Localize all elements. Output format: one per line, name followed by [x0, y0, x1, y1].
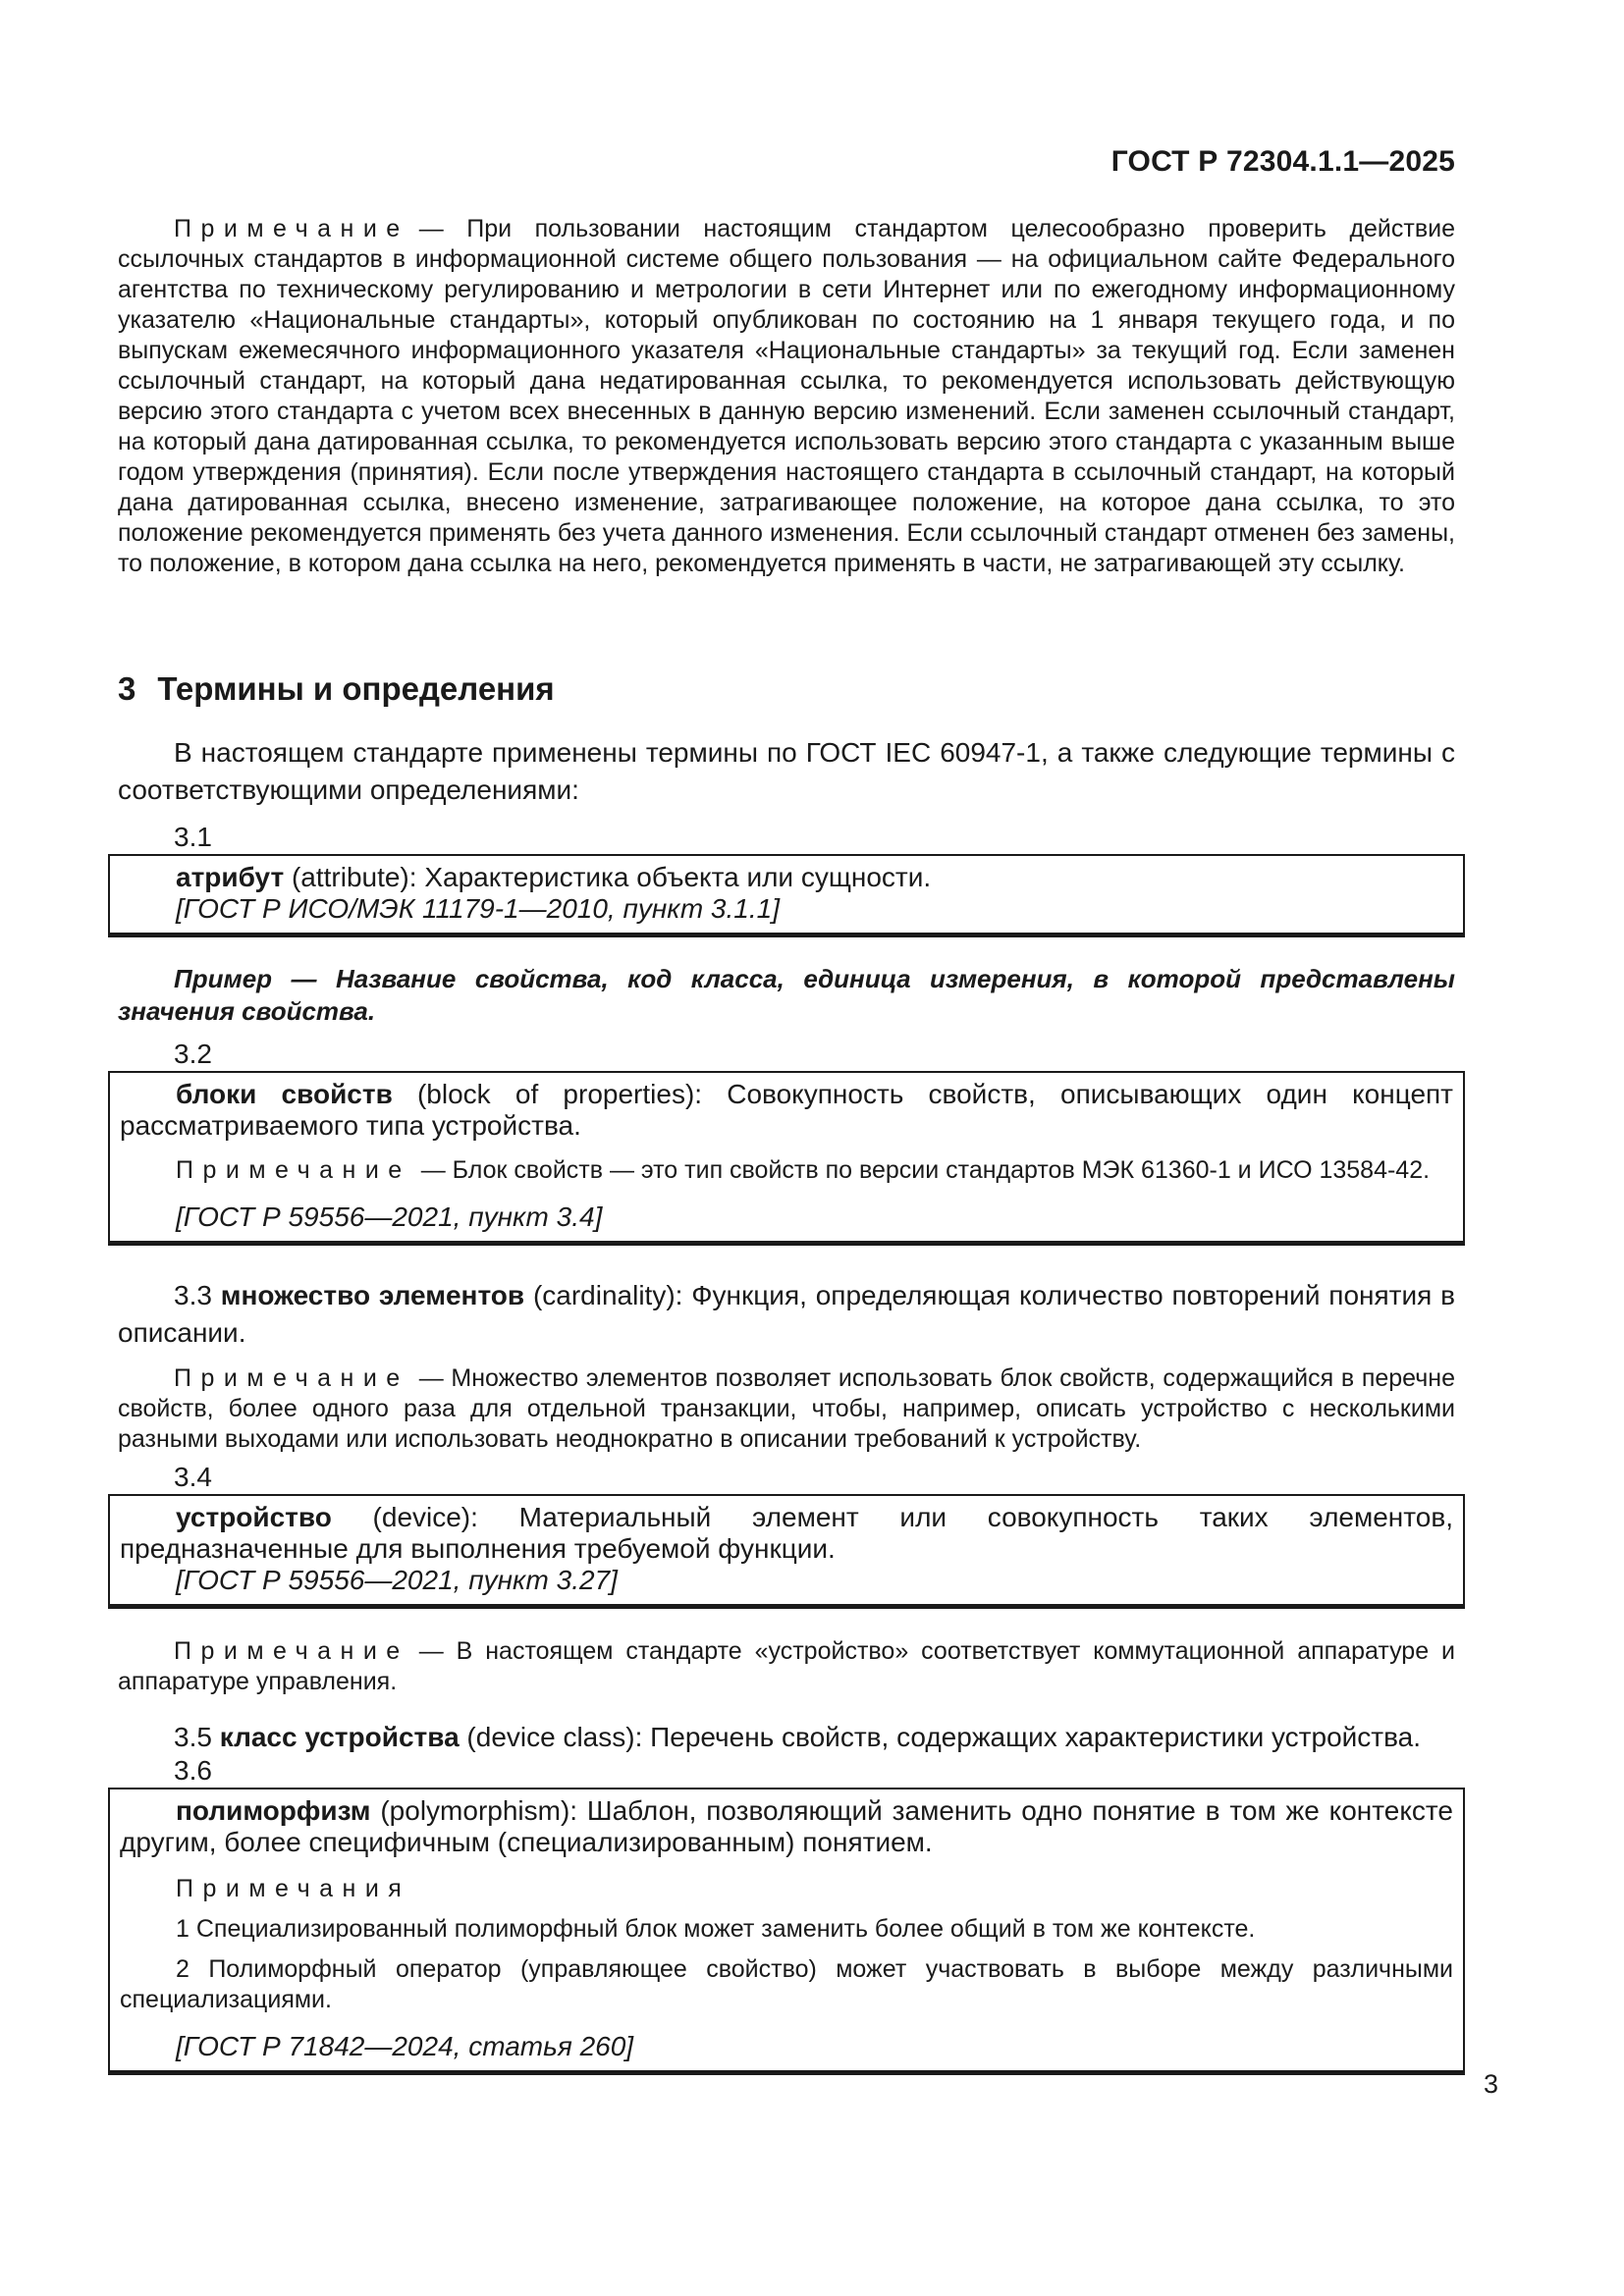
clause-number-3-5: 3.5 [174, 1722, 212, 1752]
note-text: — В настоящем стандарте «устройство» соответствует коммутационной аппаратуре и аппаратуре управления. [118, 1637, 1455, 1695]
note-text: — При пользовании настоящим стандартом целесообразно проверить действие ссылочных стандартов в информационной системе общего пользования — на официальном сайте Федерального агентства по техническому регулированию и метрологии в сети Интернет или по ежегодному информационному указателю «Национальные стандарты», который опубликован по состоянию на 1 января текущего года, и по выпускам ежемесячного информационного указателя «Национальные стандарты» за текущий год. Если заменен ссылочный стандарт, на который дана недатированная ссылка, то рекомендуется использовать действующую версию этого стандарта с учетом всех внесенных в данную версию изменений. Если заменен ссылочный стандарт, на который дана датированная ссылка, то рекомендуется использовать версию этого стандарта с указанным выше годом утверждения (принятия). Если после утверждения настоящего стандарта в ссылочный стандарт, на который дана датированная ссылка, внесено изменение, затрагивающее положение, на которое дана ссылка, то это положение рекомендуется применять без учета данного изменения. Если ссылочный стандарт отменен без замены, то положение, в котором дана ссылка на него, рекомендуется применять в части, не затрагивающей эту ссылку. [118, 215, 1455, 577]
note-3-3 [118, 1363, 1455, 1455]
note-label: Примечание [176, 1156, 411, 1184]
note-3-4 [118, 1636, 1455, 1697]
source-ref-3-4: [ГОСТ Р 59556—2021, пункт 3.27] [176, 1565, 618, 1595]
clause-number-3-3: 3.3 [174, 1280, 212, 1310]
note-label: Примечание [174, 1637, 409, 1665]
term-line-3-6 [120, 1795, 1453, 1858]
example-label: Пример [174, 964, 273, 993]
section-number: 3 [118, 670, 136, 707]
clause-number-3-6: 3.6 [174, 1755, 212, 1786]
term-word-3-6: полиморфизм [176, 1795, 371, 1826]
term-word-3-5: класс устройства [219, 1722, 460, 1752]
running-header [118, 145, 1455, 179]
section-intro: В настоящем стандарте применены термины по ГОСТ IEC 60947-1, а также следующие термины с соответствующими определениями: [118, 737, 1455, 805]
section-title: Термины и определения [157, 670, 555, 707]
note-text: — Блок свойств — это тип свойств по версии стандартов МЭК 61360-1 и ИСО 13584-42. [420, 1156, 1431, 1184]
term-line-3-4 [120, 1502, 1453, 1565]
term-translation-3-5: (device class): [466, 1722, 643, 1752]
section-heading [118, 669, 1455, 709]
page-content [118, 0, 1455, 2075]
term-box-3-2 [108, 1071, 1465, 1246]
term-translation-3-3: (cardinality): [532, 1280, 683, 1310]
reference-note [118, 214, 1455, 579]
term-definition-3-3: Функция, определяющая количество повторений понятия в описании. [118, 1280, 1455, 1348]
note-label: Примечание [174, 215, 409, 242]
term-definition-3-4: Материальный элемент или совокупность таких элементов, предназначенные для выполнения требуемой функции. [120, 1502, 1454, 1564]
term-definition-3-5: Перечень свойств, содержащих характеристики устройства. [650, 1722, 1422, 1752]
page-number: 3 [1483, 2069, 1498, 2099]
box-note-item-2: 2 Полиморфный оператор (управляющее свойство) может участвовать в выборе между различными специализациями. [120, 1955, 1453, 2013]
source-ref-3-6: [ГОСТ Р 71842—2024, статья 260] [176, 2031, 634, 2061]
term-paragraph-3-3 [118, 1277, 1455, 1352]
example-text: — Название свойства, код класса, единица измерения, в которой представлены значения свойства. [118, 964, 1455, 1026]
term-word-3-3: множество элементов [220, 1280, 525, 1310]
term-translation-3-4: (device): [372, 1502, 478, 1532]
term-definition-3-6: Шаблон, позволяющий заменить одно понятие в том же контексте другим, более специфичным (специализированным) понятием. [120, 1795, 1454, 1857]
term-box-3-6 [108, 1788, 1465, 2075]
term-translation-3-6: (polymorphism): [380, 1795, 578, 1826]
example-paragraph [118, 963, 1455, 1028]
term-translation-3-2: (block of properties): [416, 1079, 703, 1109]
note-text: — Множество элементов позволяет использовать блок свойств, содержащийся в перечне свойств, более одного раза для отдельной транзакции, чтобы, например, описать устройство с несколькими разными выходами или использовать неоднократно в описании требований к устройству. [118, 1364, 1455, 1453]
term-line-3-2 [120, 1079, 1453, 1142]
note-label: Примечание [174, 1364, 409, 1392]
term-word-3-4: устройство [176, 1502, 332, 1532]
box-note-item-1: 1 Специализированный полиморфный блок может заменить более общий в том же контексте. [176, 1915, 1256, 1943]
source-ref-3-1: [ГОСТ Р ИСО/МЭК 11179-1—2010, пункт 3.1.1] [176, 893, 780, 924]
source-ref-3-2: [ГОСТ Р 59556—2021, пункт 3.4] [176, 1201, 603, 1232]
clause-number-3-4: 3.4 [174, 1462, 212, 1492]
term-definition-3-1: Характеристика объекта или сущности. [424, 862, 932, 892]
term-translation-3-1: (attribute): [291, 862, 417, 892]
box-notes-label: Примечания [176, 1875, 411, 1902]
term-word-3-1: атрибут [176, 862, 285, 892]
box-note-3-2 [120, 1155, 1453, 1186]
term-box-3-1 [108, 854, 1465, 937]
term-paragraph-3-5 [118, 1719, 1455, 1756]
doc-code: ГОСТ Р 72304.1.1—2025 [1110, 145, 1455, 178]
term-word-3-2: блоки свойств [176, 1079, 393, 1109]
term-definition-3-2: Совокупность свойств, описывающих один концепт рассматриваемого типа устройства. [120, 1079, 1453, 1141]
term-line-3-1 [120, 862, 1453, 893]
clause-number-3-2: 3.2 [174, 1039, 212, 1069]
term-box-3-4 [108, 1494, 1465, 1609]
clause-number-3-1: 3.1 [174, 822, 212, 852]
